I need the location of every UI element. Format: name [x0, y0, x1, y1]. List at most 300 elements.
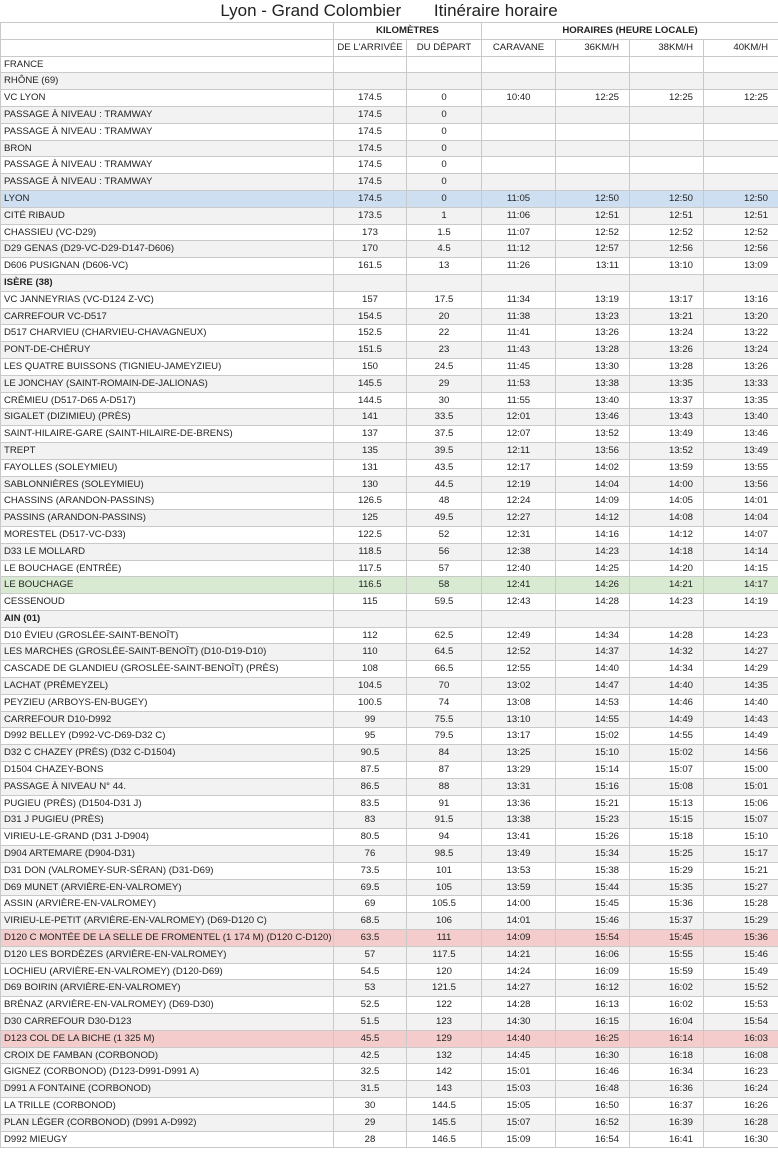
time-36kmh-cell: 12:25: [556, 90, 630, 107]
km-arrival-cell: 154.5: [334, 308, 407, 325]
km-departure-cell: 64.5: [407, 644, 482, 661]
km-departure-cell: 59.5: [407, 594, 482, 611]
km-departure-cell: 56: [407, 543, 482, 560]
table-row: [1, 392, 778, 409]
time-36kmh-cell: [556, 157, 630, 174]
time-36kmh-cell: 14:25: [556, 560, 630, 577]
time-36kmh-cell: 13:23: [556, 308, 630, 325]
time-38kmh-cell: 14:32: [630, 644, 704, 661]
caravane-time-cell: 13:38: [482, 812, 556, 829]
km-arrival-cell: 145.5: [334, 375, 407, 392]
km-departure-cell: 49.5: [407, 510, 482, 527]
location-cell: LE BOUCHAGE (ENTRÉE): [1, 560, 334, 577]
time-38kmh-cell: 16:41: [630, 1131, 704, 1148]
time-38kmh-cell: 16:34: [630, 1064, 704, 1081]
location-cell: D69 BOIRIN (ARVIÈRE-EN-VALROMEY): [1, 980, 334, 997]
km-departure-cell: 0: [407, 174, 482, 191]
km-arrival-cell: 115: [334, 594, 407, 611]
km-arrival-cell: 118.5: [334, 543, 407, 560]
table-row: [1, 577, 778, 594]
time-40kmh-cell: 16:30: [704, 1131, 778, 1148]
time-40kmh-cell: 16:23: [704, 1064, 778, 1081]
km-arrival-cell: 83.5: [334, 795, 407, 812]
location-cell: BRON: [1, 140, 334, 157]
km-departure-cell: 66.5: [407, 661, 482, 678]
table-row: [1, 493, 778, 510]
time-40kmh-cell: 15:07: [704, 812, 778, 829]
caravane-time-cell: 12:43: [482, 594, 556, 611]
time-36kmh-cell: 15:34: [556, 846, 630, 863]
caravane-time-cell: [482, 106, 556, 123]
location-cell: PONT-DE-CHÉRUY: [1, 342, 334, 359]
time-38kmh-cell: 13:52: [630, 442, 704, 459]
km-arrival-cell: 117.5: [334, 560, 407, 577]
time-38kmh-cell: 16:39: [630, 1114, 704, 1131]
col-arrival-header: DE L'ARRIVÉE: [334, 39, 407, 56]
time-40kmh-cell: 14:43: [704, 711, 778, 728]
location-cell: VC JANNEYRIAS (VC-D124 Z-VC): [1, 291, 334, 308]
location-cell: PUGIEU (PRÈS) (D1504-D31 J): [1, 795, 334, 812]
km-arrival-cell: 51.5: [334, 1014, 407, 1031]
time-38kmh-cell: 14:05: [630, 493, 704, 510]
time-38kmh-cell: [630, 56, 704, 73]
km-departure-cell: 117.5: [407, 946, 482, 963]
location-cell: D10 ÉVIEU (GROSLÉE-SAINT-BENOÎT): [1, 627, 334, 644]
time-38kmh-cell: 13:10: [630, 258, 704, 275]
km-departure-cell: 123: [407, 1014, 482, 1031]
km-arrival-cell: 151.5: [334, 342, 407, 359]
table-row: [1, 73, 778, 90]
location-cell: TREPT: [1, 442, 334, 459]
km-departure-cell: 20: [407, 308, 482, 325]
time-36kmh-cell: [556, 73, 630, 90]
time-38kmh-cell: 13:49: [630, 426, 704, 443]
caravane-time-cell: 14:45: [482, 1047, 556, 1064]
table-row: [1, 678, 778, 695]
km-departure-cell: 0: [407, 140, 482, 157]
table-row: [1, 745, 778, 762]
caravane-time-cell: 13:53: [482, 862, 556, 879]
time-40kmh-cell: [704, 174, 778, 191]
table-row: [1, 1114, 778, 1131]
km-arrival-cell: 100.5: [334, 694, 407, 711]
time-40kmh-cell: 15:01: [704, 778, 778, 795]
location-cell: CARREFOUR D10-D992: [1, 711, 334, 728]
km-departure-cell: 106: [407, 913, 482, 930]
time-38kmh-cell: 15:37: [630, 913, 704, 930]
time-38kmh-cell: 16:18: [630, 1047, 704, 1064]
km-arrival-cell: 104.5: [334, 678, 407, 695]
km-arrival-cell: 108: [334, 661, 407, 678]
empty-header: [1, 23, 334, 40]
time-36kmh-cell: 14:34: [556, 627, 630, 644]
time-38kmh-cell: [630, 174, 704, 191]
table-row: [1, 913, 778, 930]
table-row: [1, 762, 778, 779]
km-arrival-cell: 174.5: [334, 106, 407, 123]
location-cell: D31 J PUGIEU (PRÈS): [1, 812, 334, 829]
km-departure-cell: 39.5: [407, 442, 482, 459]
km-arrival-cell: 126.5: [334, 493, 407, 510]
time-40kmh-cell: 15:06: [704, 795, 778, 812]
km-group-header: KILOMÈTRES: [334, 23, 482, 40]
km-arrival-cell: 69.5: [334, 879, 407, 896]
time-38kmh-cell: 12:52: [630, 224, 704, 241]
caravane-time-cell: 12:31: [482, 526, 556, 543]
table-row: [1, 224, 778, 241]
km-arrival-cell: 45.5: [334, 1030, 407, 1047]
caravane-time-cell: 12:17: [482, 459, 556, 476]
table-row: [1, 358, 778, 375]
time-38kmh-cell: 13:17: [630, 291, 704, 308]
time-36kmh-cell: 14:02: [556, 459, 630, 476]
caravane-time-cell: 14:00: [482, 896, 556, 913]
location-cell: D992 BELLEY (D992-VC-D69-D32 C): [1, 728, 334, 745]
time-36kmh-cell: [556, 610, 630, 627]
location-cell: LYON: [1, 190, 334, 207]
time-38kmh-cell: [630, 106, 704, 123]
caravane-time-cell: [482, 174, 556, 191]
time-38kmh-cell: [630, 140, 704, 157]
km-departure-cell: 17.5: [407, 291, 482, 308]
times-group-header: HORAIRES (HEURE LOCALE): [482, 23, 778, 40]
time-36kmh-cell: 14:12: [556, 510, 630, 527]
km-departure-cell: 105.5: [407, 896, 482, 913]
time-38kmh-cell: 16:04: [630, 1014, 704, 1031]
location-cell: D606 PUSIGNAN (D606-VC): [1, 258, 334, 275]
time-38kmh-cell: 14:08: [630, 510, 704, 527]
time-38kmh-cell: 15:15: [630, 812, 704, 829]
km-arrival-cell: 135: [334, 442, 407, 459]
km-departure-cell: 0: [407, 123, 482, 140]
table-row: [1, 862, 778, 879]
time-40kmh-cell: 15:36: [704, 930, 778, 947]
km-departure-cell: 84: [407, 745, 482, 762]
time-38kmh-cell: 15:29: [630, 862, 704, 879]
time-38kmh-cell: 14:28: [630, 627, 704, 644]
table-row: [1, 694, 778, 711]
caravane-time-cell: 11:05: [482, 190, 556, 207]
time-36kmh-cell: 16:13: [556, 997, 630, 1014]
time-36kmh-cell: 14:23: [556, 543, 630, 560]
col-36kmh-header: 36KM/H: [556, 39, 630, 56]
time-36kmh-cell: 16:48: [556, 1081, 630, 1098]
time-36kmh-cell: 15:10: [556, 745, 630, 762]
time-36kmh-cell: 16:46: [556, 1064, 630, 1081]
km-departure-cell: [407, 610, 482, 627]
time-40kmh-cell: 15:00: [704, 762, 778, 779]
caravane-time-cell: 10:40: [482, 90, 556, 107]
table-row: [1, 342, 778, 359]
time-40kmh-cell: 14:49: [704, 728, 778, 745]
time-40kmh-cell: 13:49: [704, 442, 778, 459]
km-arrival-cell: 174.5: [334, 190, 407, 207]
km-arrival-cell: 157: [334, 291, 407, 308]
caravane-time-cell: 14:24: [482, 963, 556, 980]
time-40kmh-cell: 15:10: [704, 829, 778, 846]
caravane-time-cell: 11:07: [482, 224, 556, 241]
time-38kmh-cell: 13:59: [630, 459, 704, 476]
time-40kmh-cell: 12:56: [704, 241, 778, 258]
time-36kmh-cell: 15:21: [556, 795, 630, 812]
km-departure-cell: 0: [407, 90, 482, 107]
caravane-time-cell: 11:41: [482, 325, 556, 342]
table-row: [1, 1098, 778, 1115]
caravane-time-cell: 15:07: [482, 1114, 556, 1131]
km-arrival-cell: 54.5: [334, 963, 407, 980]
caravane-time-cell: 12:11: [482, 442, 556, 459]
time-36kmh-cell: 13:19: [556, 291, 630, 308]
location-cell: CESSENOUD: [1, 594, 334, 611]
time-36kmh-cell: 13:26: [556, 325, 630, 342]
time-40kmh-cell: 15:46: [704, 946, 778, 963]
table-row: [1, 1081, 778, 1098]
time-38kmh-cell: 14:49: [630, 711, 704, 728]
time-40kmh-cell: 13:24: [704, 342, 778, 359]
time-40kmh-cell: 13:22: [704, 325, 778, 342]
time-36kmh-cell: 12:57: [556, 241, 630, 258]
location-cell: ASSIN (ARVIÈRE-EN-VALROMEY): [1, 896, 334, 913]
table-row: [1, 896, 778, 913]
table-row: [1, 207, 778, 224]
caravane-time-cell: 14:27: [482, 980, 556, 997]
time-38kmh-cell: 16:14: [630, 1030, 704, 1047]
location-cell: D120 C MONTÉE DE LA SELLE DE FROMENTEL (1 174 M) (D120 C-D120): [1, 930, 334, 947]
km-departure-cell: 146.5: [407, 1131, 482, 1148]
km-arrival-cell: 174.5: [334, 140, 407, 157]
table-row: [1, 1047, 778, 1064]
location-cell: D33 LE MOLLARD: [1, 543, 334, 560]
table-row: [1, 594, 778, 611]
caravane-time-cell: 11:34: [482, 291, 556, 308]
location-cell: D904 ARTEMARE (D904-D31): [1, 846, 334, 863]
time-36kmh-cell: 12:52: [556, 224, 630, 241]
caravane-time-cell: 11:55: [482, 392, 556, 409]
time-36kmh-cell: 15:45: [556, 896, 630, 913]
time-38kmh-cell: 15:02: [630, 745, 704, 762]
caravane-time-cell: 13:41: [482, 829, 556, 846]
km-departure-cell: 145.5: [407, 1114, 482, 1131]
table-row: [1, 644, 778, 661]
km-arrival-cell: 95: [334, 728, 407, 745]
time-40kmh-cell: 13:35: [704, 392, 778, 409]
km-departure-cell: 22: [407, 325, 482, 342]
caravane-time-cell: 11:53: [482, 375, 556, 392]
time-38kmh-cell: 15:08: [630, 778, 704, 795]
time-36kmh-cell: 14:47: [556, 678, 630, 695]
time-36kmh-cell: [556, 56, 630, 73]
caravane-time-cell: 11:26: [482, 258, 556, 275]
caravane-time-cell: 15:01: [482, 1064, 556, 1081]
km-departure-cell: 98.5: [407, 846, 482, 863]
caravane-time-cell: [482, 274, 556, 291]
km-departure-cell: 43.5: [407, 459, 482, 476]
km-departure-cell: [407, 274, 482, 291]
location-cell: D1504 CHAZEY-BONS: [1, 762, 334, 779]
caravane-time-cell: 14:28: [482, 997, 556, 1014]
caravane-time-cell: 11:38: [482, 308, 556, 325]
caravane-time-cell: 14:21: [482, 946, 556, 963]
time-38kmh-cell: 12:50: [630, 190, 704, 207]
km-arrival-cell: 73.5: [334, 862, 407, 879]
km-arrival-cell: 125: [334, 510, 407, 527]
km-departure-cell: 101: [407, 862, 482, 879]
time-38kmh-cell: 12:56: [630, 241, 704, 258]
time-36kmh-cell: 14:53: [556, 694, 630, 711]
km-departure-cell: 70: [407, 678, 482, 695]
table-row: [1, 308, 778, 325]
time-40kmh-cell: 16:03: [704, 1030, 778, 1047]
time-40kmh-cell: 16:24: [704, 1081, 778, 1098]
km-arrival-cell: [334, 56, 407, 73]
time-40kmh-cell: 14:17: [704, 577, 778, 594]
table-row: [1, 375, 778, 392]
time-38kmh-cell: 13:21: [630, 308, 704, 325]
location-cell: CARREFOUR VC-D517: [1, 308, 334, 325]
caravane-time-cell: 12:19: [482, 476, 556, 493]
km-arrival-cell: 173.5: [334, 207, 407, 224]
km-arrival-cell: 28: [334, 1131, 407, 1148]
time-36kmh-cell: 14:37: [556, 644, 630, 661]
time-40kmh-cell: 15:27: [704, 879, 778, 896]
table-row: [1, 1030, 778, 1047]
km-arrival-cell: 42.5: [334, 1047, 407, 1064]
km-departure-cell: 13: [407, 258, 482, 275]
time-38kmh-cell: 13:37: [630, 392, 704, 409]
location-cell: FAYOLLES (SOLEYMIEU): [1, 459, 334, 476]
caravane-time-cell: 13:31: [482, 778, 556, 795]
time-36kmh-cell: 16:09: [556, 963, 630, 980]
table-row: [1, 610, 778, 627]
caravane-time-cell: 13:36: [482, 795, 556, 812]
time-40kmh-cell: [704, 73, 778, 90]
time-36kmh-cell: [556, 106, 630, 123]
km-arrival-cell: 90.5: [334, 745, 407, 762]
time-38kmh-cell: 13:26: [630, 342, 704, 359]
caravane-time-cell: 13:29: [482, 762, 556, 779]
time-36kmh-cell: [556, 174, 630, 191]
caravane-time-cell: 13:10: [482, 711, 556, 728]
location-cell: D517 CHARVIEU (CHARVIEU-CHAVAGNEUX): [1, 325, 334, 342]
time-40kmh-cell: 13:33: [704, 375, 778, 392]
location-cell: D69 MUNET (ARVIÈRE-EN-VALROMEY): [1, 879, 334, 896]
location-cell: LOCHIEU (ARVIÈRE-EN-VALROMEY) (D120-D69): [1, 963, 334, 980]
location-cell: SIGALET (DIZIMIEU) (PRÈS): [1, 409, 334, 426]
location-cell: LE BOUCHAGE: [1, 577, 334, 594]
time-40kmh-cell: [704, 157, 778, 174]
km-arrival-cell: 80.5: [334, 829, 407, 846]
km-departure-cell: 122: [407, 997, 482, 1014]
location-cell: VIRIEU-LE-GRAND (D31 J-D904): [1, 829, 334, 846]
table-row: [1, 879, 778, 896]
table-row: [1, 997, 778, 1014]
time-38kmh-cell: 13:24: [630, 325, 704, 342]
table-row: [1, 930, 778, 947]
caravane-time-cell: 12:55: [482, 661, 556, 678]
table-row: [1, 946, 778, 963]
table-row: [1, 963, 778, 980]
table-row: [1, 90, 778, 107]
location-cell: CITÉ RIBAUD: [1, 207, 334, 224]
time-38kmh-cell: [630, 157, 704, 174]
km-departure-cell: 75.5: [407, 711, 482, 728]
km-departure-cell: 144.5: [407, 1098, 482, 1115]
time-38kmh-cell: 12:25: [630, 90, 704, 107]
col-38kmh-header: 38KM/H: [630, 39, 704, 56]
table-row: [1, 1131, 778, 1148]
km-arrival-cell: 137: [334, 426, 407, 443]
time-36kmh-cell: 16:30: [556, 1047, 630, 1064]
caravane-time-cell: 12:01: [482, 409, 556, 426]
caravane-time-cell: 12:52: [482, 644, 556, 661]
time-38kmh-cell: 15:36: [630, 896, 704, 913]
km-arrival-cell: 30: [334, 1098, 407, 1115]
page-title: [0, 0, 778, 22]
km-arrival-cell: 112: [334, 627, 407, 644]
time-40kmh-cell: 15:53: [704, 997, 778, 1014]
caravane-time-cell: 13:08: [482, 694, 556, 711]
col-departure-header: DU DÉPART: [407, 39, 482, 56]
table-row: [1, 829, 778, 846]
km-arrival-cell: [334, 274, 407, 291]
time-40kmh-cell: 16:26: [704, 1098, 778, 1115]
km-departure-cell: 23: [407, 342, 482, 359]
time-40kmh-cell: 13:56: [704, 476, 778, 493]
table-row: [1, 241, 778, 258]
time-40kmh-cell: [704, 274, 778, 291]
time-40kmh-cell: 15:54: [704, 1014, 778, 1031]
time-38kmh-cell: 15:59: [630, 963, 704, 980]
caravane-time-cell: 12:27: [482, 510, 556, 527]
time-40kmh-cell: 14:40: [704, 694, 778, 711]
schedule-table: [0, 22, 778, 1148]
km-arrival-cell: 31.5: [334, 1081, 407, 1098]
time-40kmh-cell: 13:09: [704, 258, 778, 275]
km-departure-cell: 0: [407, 106, 482, 123]
table-row: [1, 510, 778, 527]
km-departure-cell: 105: [407, 879, 482, 896]
location-cell: PASSAGE À NIVEAU : TRAMWAY: [1, 174, 334, 191]
location-cell: D32 C CHAZEY (PRÈS) (D32 C-D1504): [1, 745, 334, 762]
time-36kmh-cell: 16:15: [556, 1014, 630, 1031]
km-arrival-cell: 57: [334, 946, 407, 963]
route-title: Lyon - Grand Colombier: [220, 1, 402, 20]
km-arrival-cell: 99: [334, 711, 407, 728]
time-40kmh-cell: 15:29: [704, 913, 778, 930]
time-38kmh-cell: 15:13: [630, 795, 704, 812]
time-36kmh-cell: 14:40: [556, 661, 630, 678]
table-row: [1, 846, 778, 863]
time-36kmh-cell: 14:09: [556, 493, 630, 510]
time-40kmh-cell: 15:17: [704, 846, 778, 863]
caravane-time-cell: 12:07: [482, 426, 556, 443]
location-cell: D120 LES BORDÈZES (ARVIÈRE-EN-VALROMEY): [1, 946, 334, 963]
km-departure-cell: 57: [407, 560, 482, 577]
time-36kmh-cell: 14:16: [556, 526, 630, 543]
time-38kmh-cell: 14:46: [630, 694, 704, 711]
location-cell: CASCADE DE GLANDIEU (GROSLÉE-SAINT-BENOÎT) (PRÈS): [1, 661, 334, 678]
km-arrival-cell: 32.5: [334, 1064, 407, 1081]
time-36kmh-cell: 15:23: [556, 812, 630, 829]
km-departure-cell: 44.5: [407, 476, 482, 493]
km-arrival-cell: 161.5: [334, 258, 407, 275]
time-38kmh-cell: 14:12: [630, 526, 704, 543]
km-departure-cell: 30: [407, 392, 482, 409]
time-36kmh-cell: [556, 140, 630, 157]
time-36kmh-cell: 16:52: [556, 1114, 630, 1131]
table-row: [1, 560, 778, 577]
km-departure-cell: 1: [407, 207, 482, 224]
